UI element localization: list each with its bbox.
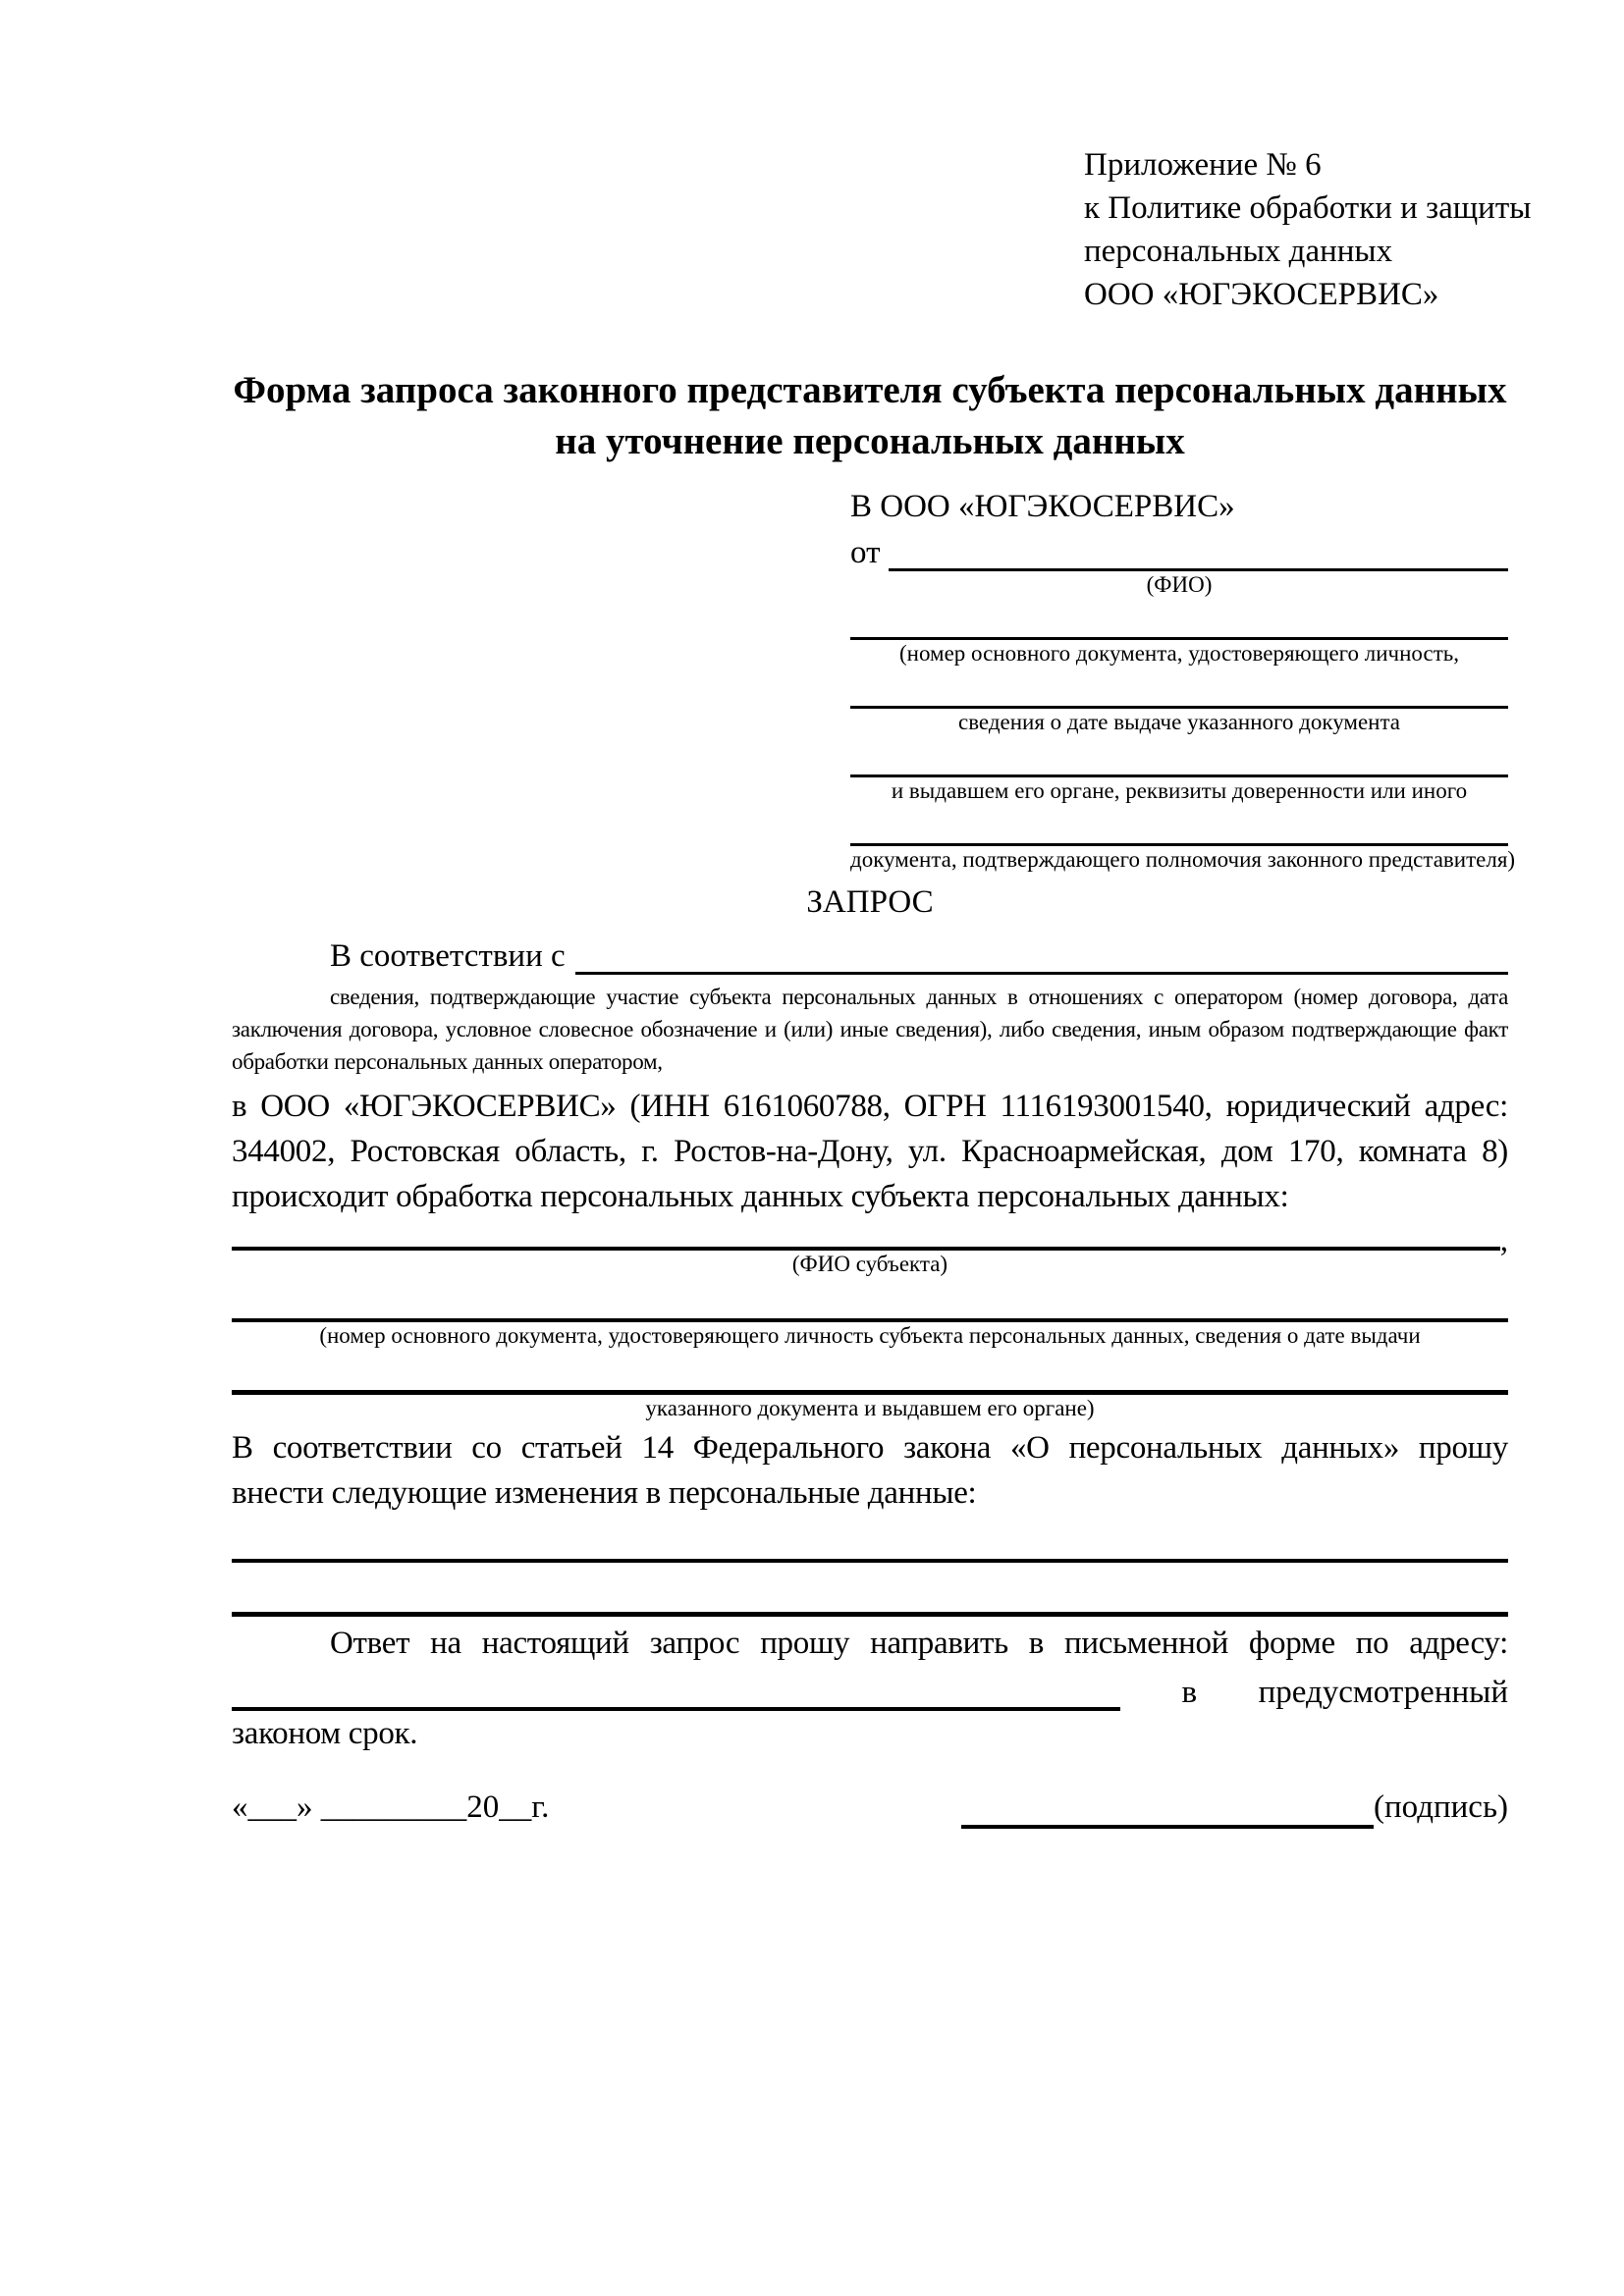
footnote-line: обработки персональных данных оператором, xyxy=(232,1049,663,1074)
blank-line-accordance xyxy=(575,972,1508,975)
blank-caption: (номер основного документа, удостоверяющего личность субъекта персональных данных, сведения о дате выдачи xyxy=(319,1323,1421,1348)
blank-line xyxy=(850,808,1508,846)
operator-line: происходит обработка персональных данных субъекта персональных данных: xyxy=(232,1179,1289,1214)
addressee-org: В ООО «ЮГЭКОСЕРВИС» xyxy=(850,489,1235,524)
appendix-line: Приложение № 6 xyxy=(1084,147,1322,183)
blank-caption: (номер основного документа, удостоверяющего личность, xyxy=(898,641,1459,666)
reply-word-prescribed: предусмотренный xyxy=(1258,1675,1508,1710)
subject-fio-caption: (ФИО субъекта) xyxy=(791,1252,948,1276)
article-line: В соответствии со статьей 14 Федерального закона «О персональных данных» прошу xyxy=(232,1430,1508,1466)
blank-field xyxy=(850,739,1508,804)
reply-line: Ответ на настоящий запрос прошу направить в письменной форме по адресу: xyxy=(330,1626,1508,1661)
blank-caption: документа, подтверждающего полномочия законного представителя) xyxy=(850,847,1516,872)
comma: , xyxy=(1499,1223,1508,1258)
operator-line: 344002, Ростовская область, г. Ростов-на-Дону, ул. Красноармейская, дом 170, комната 8) xyxy=(232,1134,1508,1169)
blank-line-changes-2 xyxy=(232,1563,1508,1617)
blank-line-signature xyxy=(961,1788,1374,1829)
title-line-1: Форма запроса законного представителя субъекта персональных данных xyxy=(233,369,1507,411)
blank-caption: указанного документа и выдавшем его органе) xyxy=(645,1396,1095,1420)
blank-field xyxy=(850,808,1516,873)
title-line-2: на уточнение персональных данных xyxy=(555,420,1185,462)
appendix-block xyxy=(1084,143,1532,316)
appendix-line: персональных данных xyxy=(1084,234,1393,269)
operator-line: в ООО «ЮГЭКОСЕРВИС» (ИНН 6161060788, ОГРН 1116193001540, юридический адрес: xyxy=(232,1089,1508,1124)
footnote-paragraph xyxy=(232,981,1508,1078)
accordance-line xyxy=(232,932,1508,975)
accordance-label: В соответствии с xyxy=(330,938,566,974)
blank-line xyxy=(232,1353,1508,1395)
blank-caption: сведения о дате выдаче указанного документа xyxy=(957,710,1401,734)
footnote-line: заключения договора, условное словесное обозначение и (или) иные сведения), либо сведения, иным образом подтверждающие факт xyxy=(232,1017,1508,1041)
blank-field xyxy=(850,602,1508,667)
article-paragraph xyxy=(232,1425,1508,1516)
document-title xyxy=(232,365,1508,467)
blank-caption: и выдавшем его органе, реквизиты доверенности или иного xyxy=(891,778,1468,803)
subject-name-field xyxy=(232,1219,1508,1258)
subject-doc-field xyxy=(232,1353,1508,1421)
appendix-line: ООО «ЮГЭКОСЕРВИС» xyxy=(1084,277,1439,312)
article-line: внести следующие изменения в персональные данные: xyxy=(232,1475,977,1511)
blank-field xyxy=(850,670,1508,735)
blank-line xyxy=(850,739,1508,777)
blank-line-changes-1 xyxy=(232,1516,1508,1563)
signature-field xyxy=(961,1786,1508,1829)
reply-tail: законом срок. xyxy=(232,1716,418,1751)
date-blank: «___» _________20__г. xyxy=(232,1789,550,1825)
operator-paragraph xyxy=(232,1084,1508,1219)
from-line xyxy=(850,528,1508,571)
from-label: от xyxy=(850,535,881,570)
subject-doc-field xyxy=(232,1281,1508,1349)
addressee-block xyxy=(850,485,1516,873)
fio-caption: (ФИО) xyxy=(1146,572,1213,597)
footnote-line: сведения, подтверждающие участие субъекта персональных данных в отношениях с оператором (номер договора, дата xyxy=(330,985,1508,1009)
reply-address-line xyxy=(232,1666,1508,1711)
signature-caption: (подпись) xyxy=(1374,1789,1508,1825)
blank-line xyxy=(850,670,1508,709)
blank-line xyxy=(232,1281,1508,1322)
request-heading: ЗАПРОС xyxy=(806,884,934,920)
reply-word-in: в xyxy=(1181,1675,1198,1710)
appendix-line: к Политике обработки и защиты xyxy=(1084,190,1532,226)
blank-line xyxy=(850,602,1508,640)
date-signature-row xyxy=(232,1784,1508,1829)
